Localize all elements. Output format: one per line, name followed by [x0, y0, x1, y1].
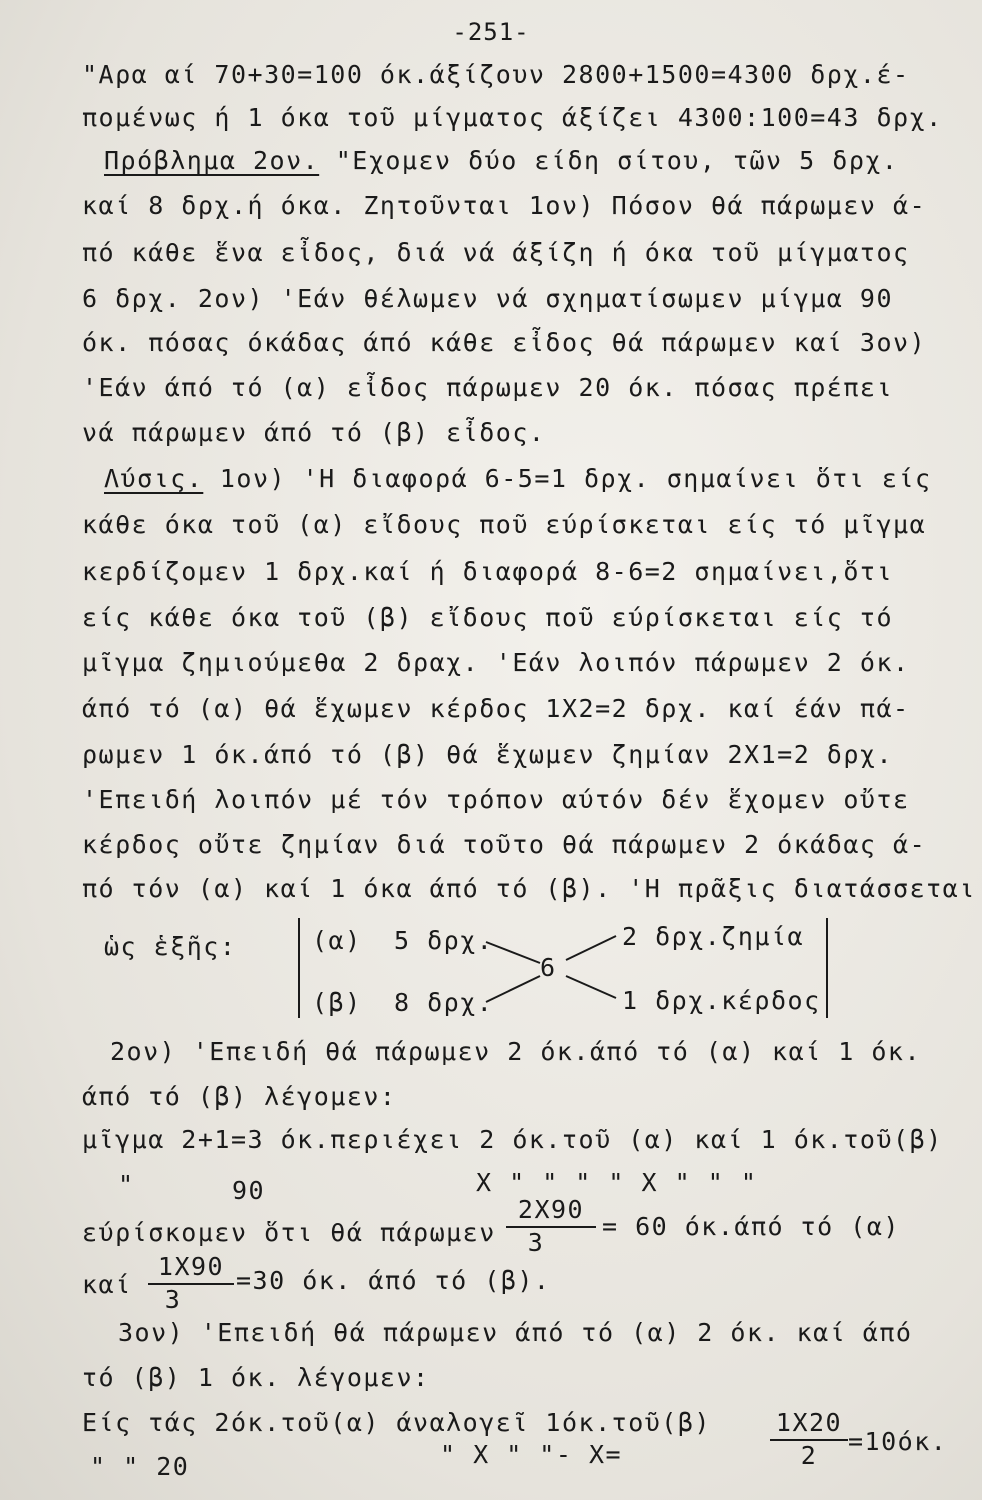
text-span: = 60 όκ.άπό τό (α) — [602, 1212, 900, 1241]
text-line: πό τόν (α) καί 1 όκα άπό τό (β). 'Η πρᾶξις διατάσσεται — [82, 874, 976, 903]
diagram-row2-result: 1 δρχ.κέρδος — [622, 986, 821, 1015]
text-line: κέρδος οὔτε ζημίαν διά τοῦτο θά πάρωμεν 2 όκάδας ά- — [82, 830, 927, 859]
diagram-row1-label: (α) — [312, 926, 362, 955]
text-span: Χ " " " " Χ " " " — [476, 1168, 758, 1197]
text-line: τό (β) 1 όκ. λέγομεν: — [82, 1363, 430, 1392]
diagram-center-value: 6 — [540, 953, 557, 982]
text-line: 3ον) 'Επειδή θά πάρωμεν άπό τό (α) 2 όκ. καί άπό — [118, 1318, 913, 1347]
diagram-row1-price: 5 δρχ. — [394, 926, 494, 955]
text-line: μῖγμα ζημιούμεθα 2 δραχ. 'Εάν λοιπόν πάρωμεν 2 όκ. — [82, 648, 910, 677]
solution-heading: Λύσις. — [104, 464, 204, 493]
text-line: ρωμεν 1 όκ.άπό τό (β) θά ἕχωμεν ζημίαν 2Χ1=2 δρχ. — [82, 740, 894, 769]
text-line: 6 δρχ. 2ον) 'Εάν θέλωμεν νά σχηματίσωμεν μίγμα 90 — [82, 284, 894, 313]
text-line: πό κάθε ἕνα εἶδος, διά νά άξίζη ή όκα τοῦ μίγματος — [82, 238, 910, 267]
diagram-row2-price: 8 δρχ. — [394, 988, 494, 1017]
text-line: άπό τό (β) λέγομεν: — [82, 1082, 397, 1111]
fraction-denominator: 3 — [527, 1228, 545, 1257]
text-line: Είς τάς 2όκ.τοῦ(α) άναλογεῖ 1όκ.τοῦ(β) — [82, 1408, 711, 1437]
text-line: άπό τό (α) θά ἕχωμεν κέρδος 1Χ2=2 δρχ. καί έάν πά- — [82, 694, 910, 723]
text-span: 1ον) 'Η διαφορά 6-5=1 δρχ. σημαίνει ὅτι είς — [203, 464, 932, 493]
text-span: 90 — [232, 1176, 266, 1205]
fraction-numerator: 1Χ20 — [775, 1408, 843, 1437]
fraction-numerator: 1Χ90 — [157, 1252, 225, 1281]
text-span: " " 20 — [90, 1452, 190, 1481]
text-line: εύρίσκομεν ὅτι θά πάρωμεν — [82, 1218, 496, 1247]
text-line: είς κάθε όκα τοῦ (β) εἴδους ποῦ εύρίσκεται είς τό — [82, 603, 894, 632]
diagram-intro: ὡς ἑξῆς: — [104, 932, 237, 961]
text-line: νά πάρωμεν άπό τό (β) εἶδος. — [82, 418, 546, 447]
text-line: 2ον) 'Επειδή θά πάρωμεν 2 όκ.άπό τό (α) καί 1 όκ. — [110, 1037, 922, 1066]
text-span: =30 όκ. άπό τό (β). — [236, 1266, 551, 1295]
text-span: καί — [82, 1270, 132, 1299]
text-span: =10όκ. — [848, 1427, 948, 1456]
text-line: 'Επειδή λοιπόν μέ τόν τρόπον αύτόν δέν ἕχομεν οὔτε — [82, 785, 910, 814]
text-line: πομένως ή 1 όκα τοῦ μίγματος άξίζει 4300:100=43 δρχ. — [82, 103, 943, 132]
fraction-denominator: 2 — [800, 1441, 818, 1470]
page-number: -251- — [452, 18, 530, 46]
fraction-denominator: 3 — [164, 1285, 182, 1314]
text-line: μῖγμα 2+1=3 όκ.περιέχει 2 όκ.τοῦ (α) καί 1 όκ.τοῦ(β) — [82, 1125, 943, 1154]
text-line: "Αρα αί 70+30=100 όκ.άξίζουν 2800+1500=4300 δρχ.έ- — [82, 60, 910, 89]
text-line: κάθε όκα τοῦ (α) εἴδους ποῦ εύρίσκεται είς τό μῖγμα — [82, 510, 927, 539]
diagram-row2-label: (β) — [312, 988, 362, 1017]
text-line: 'Εάν άπό τό (α) εἶδος πάρωμεν 20 όκ. πόσας πρέπει — [82, 373, 894, 402]
fraction-numerator: 2Χ90 — [517, 1195, 585, 1224]
text-line: όκ. πόσας όκάδας άπό κάθε εἶδος θά πάρωμεν καί 3ον) — [82, 328, 927, 357]
problem-heading: Πρόβλημα 2ον. — [104, 146, 320, 175]
text-line: κερδίζομεν 1 δρχ.καί ή διαφορά 8-6=2 σημαίνει,ὅτι — [82, 557, 894, 586]
diagram-row1-result: 2 δρχ.ζημία — [622, 922, 805, 951]
text-line: καί 8 δρχ.ή όκα. Ζητοῦνται 1ον) Πόσον θά πάρωμεν ά- — [82, 191, 927, 220]
text-span: " Χ " "- Χ= — [440, 1440, 623, 1469]
ditto-mark: " — [118, 1170, 135, 1199]
text-span: "Εχομεν δύο είδη σίτου, τῶν 5 δρχ. — [319, 146, 899, 175]
